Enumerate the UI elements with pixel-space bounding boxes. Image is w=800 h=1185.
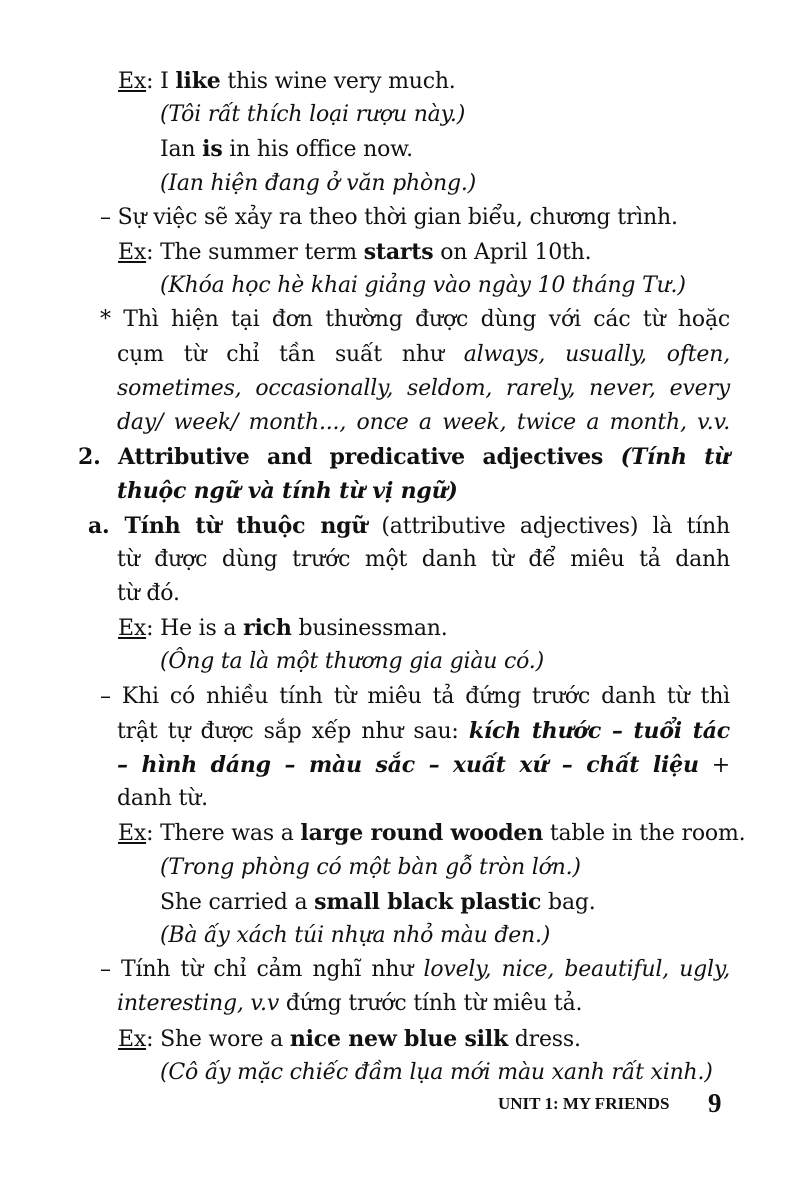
- text-line: [117, 374, 730, 404]
- text-run: dress.: [508, 1027, 581, 1052]
- text-line: [118, 66, 456, 97]
- text-run: (Bà ấy xách túi nhựa nhỏ màu đen.): [160, 923, 551, 948]
- text-run: đứng trước tính từ miêu tả.: [279, 991, 583, 1016]
- text-run: Ian: [160, 137, 203, 162]
- text-line: [118, 237, 591, 268]
- text-line: [117, 476, 458, 507]
- text-run: : He is a: [146, 616, 244, 641]
- text-run: nice new blue silk: [289, 1026, 508, 1052]
- text-run: like: [175, 68, 221, 94]
- text-run: (Trong phòng có một bàn gỗ tròn lớn.): [160, 855, 581, 880]
- example-label: Ex: [118, 69, 147, 94]
- text-line: [78, 442, 730, 473]
- text-run: (Khóa học hè khai giảng vào ngày 10 tháng Tư.): [160, 273, 686, 298]
- text-line: [118, 613, 448, 644]
- text-run: (Tính từ: [620, 444, 730, 470]
- text-run: bag.: [541, 890, 596, 915]
- text-line: [117, 750, 730, 781]
- text-line: [100, 203, 678, 233]
- text-line: [160, 1058, 713, 1088]
- text-line: [117, 989, 582, 1019]
- text-run: large round wooden: [300, 820, 544, 846]
- example-label: Ex: [118, 240, 147, 265]
- text-line: [117, 716, 730, 747]
- text-line: [160, 853, 581, 883]
- text-run: sometimes, occasionally, seldom, rarely, never, every: [117, 376, 730, 401]
- text-run: a. Tính từ thuộc ngữ: [88, 513, 368, 539]
- text-line: [118, 818, 745, 849]
- text-line: [117, 784, 208, 814]
- text-run: từ được dùng trước một danh từ để miêu tả danh: [117, 547, 730, 572]
- text-run: She carried a: [160, 890, 315, 915]
- text-run: on April 10th.: [433, 240, 592, 265]
- text-line: [160, 271, 686, 301]
- text-run: interesting, v.v: [117, 991, 280, 1016]
- text-run: – Tính từ chỉ cảm nghĩ như: [100, 957, 424, 982]
- running-footer-title: UNIT 1: MY FRIENDS: [498, 1094, 670, 1113]
- text-run: (Tôi rất thích loại rượu này.): [160, 102, 466, 127]
- text-line: [100, 305, 730, 335]
- text-run: – Sự việc sẽ xảy ra theo thời gian biểu, chương trình.: [100, 205, 678, 230]
- text-run: this wine very much.: [220, 69, 456, 94]
- text-line: [160, 647, 544, 677]
- text-run: table in the room.: [543, 821, 746, 846]
- text-run: starts: [363, 239, 434, 265]
- text-line: [100, 955, 730, 985]
- text-run: (Cô ấy mặc chiếc đầm lụa mới màu xanh rất xinh.): [160, 1060, 713, 1085]
- text-line: [100, 682, 730, 712]
- text-run: +: [698, 753, 730, 778]
- text-run: (attributive adjectives) là tính: [367, 514, 730, 539]
- text-run: small black plastic: [314, 889, 542, 915]
- text-line: [117, 545, 730, 575]
- text-run: – Khi có nhiều tính từ miêu tả đứng trước danh từ thì: [100, 684, 730, 709]
- text-line: [117, 340, 730, 370]
- text-run: : She wore a: [146, 1027, 290, 1052]
- text-run: cụm từ chỉ tần suất như: [117, 342, 464, 367]
- text-run: (Ông ta là một thương gia giàu có.): [160, 649, 544, 674]
- text-line: [160, 169, 476, 199]
- example-label: Ex: [118, 821, 147, 846]
- text-run: (Ian hiện đang ở văn phòng.): [160, 171, 477, 196]
- text-line: [118, 1024, 581, 1055]
- text-run: : I: [146, 69, 176, 94]
- text-run: day/ week/ month..., once a week, twice a month, v.v.: [117, 410, 730, 435]
- text-line: [117, 408, 730, 438]
- text-run: từ đó.: [117, 581, 180, 606]
- text-line: [117, 579, 180, 609]
- text-run: 2. Attributive and predicative adjectives: [78, 444, 621, 470]
- example-label: Ex: [118, 1027, 147, 1052]
- text-run: rich: [243, 615, 292, 641]
- text-run: : The summer term: [146, 240, 364, 265]
- text-line: [160, 887, 596, 918]
- text-run: * Thì hiện tại đơn thường được dùng với các từ hoặc: [100, 307, 730, 332]
- text-run: businessman.: [291, 616, 448, 641]
- text-run: : There was a: [146, 821, 301, 846]
- text-line: [160, 134, 413, 165]
- text-line: [160, 100, 465, 130]
- page-number: 9: [708, 1088, 722, 1118]
- text-run: danh từ.: [117, 786, 208, 811]
- text-run: in his office now.: [222, 137, 413, 162]
- text-run: trật tự được sắp xếp như sau:: [117, 719, 469, 744]
- text-run: – hình dáng – màu sắc – xuất xứ – chất liệu: [117, 752, 699, 778]
- text-line: [88, 511, 730, 542]
- text-line: [160, 921, 550, 951]
- text-run: always, usually, often,: [463, 342, 730, 367]
- example-label: Ex: [118, 616, 147, 641]
- text-run: lovely, nice, beautiful, ugly,: [423, 957, 730, 982]
- text-run: is: [202, 136, 223, 162]
- text-run: kích thước – tuổi tác: [468, 718, 731, 744]
- text-run: thuộc ngữ và tính từ vị ngữ): [117, 478, 458, 504]
